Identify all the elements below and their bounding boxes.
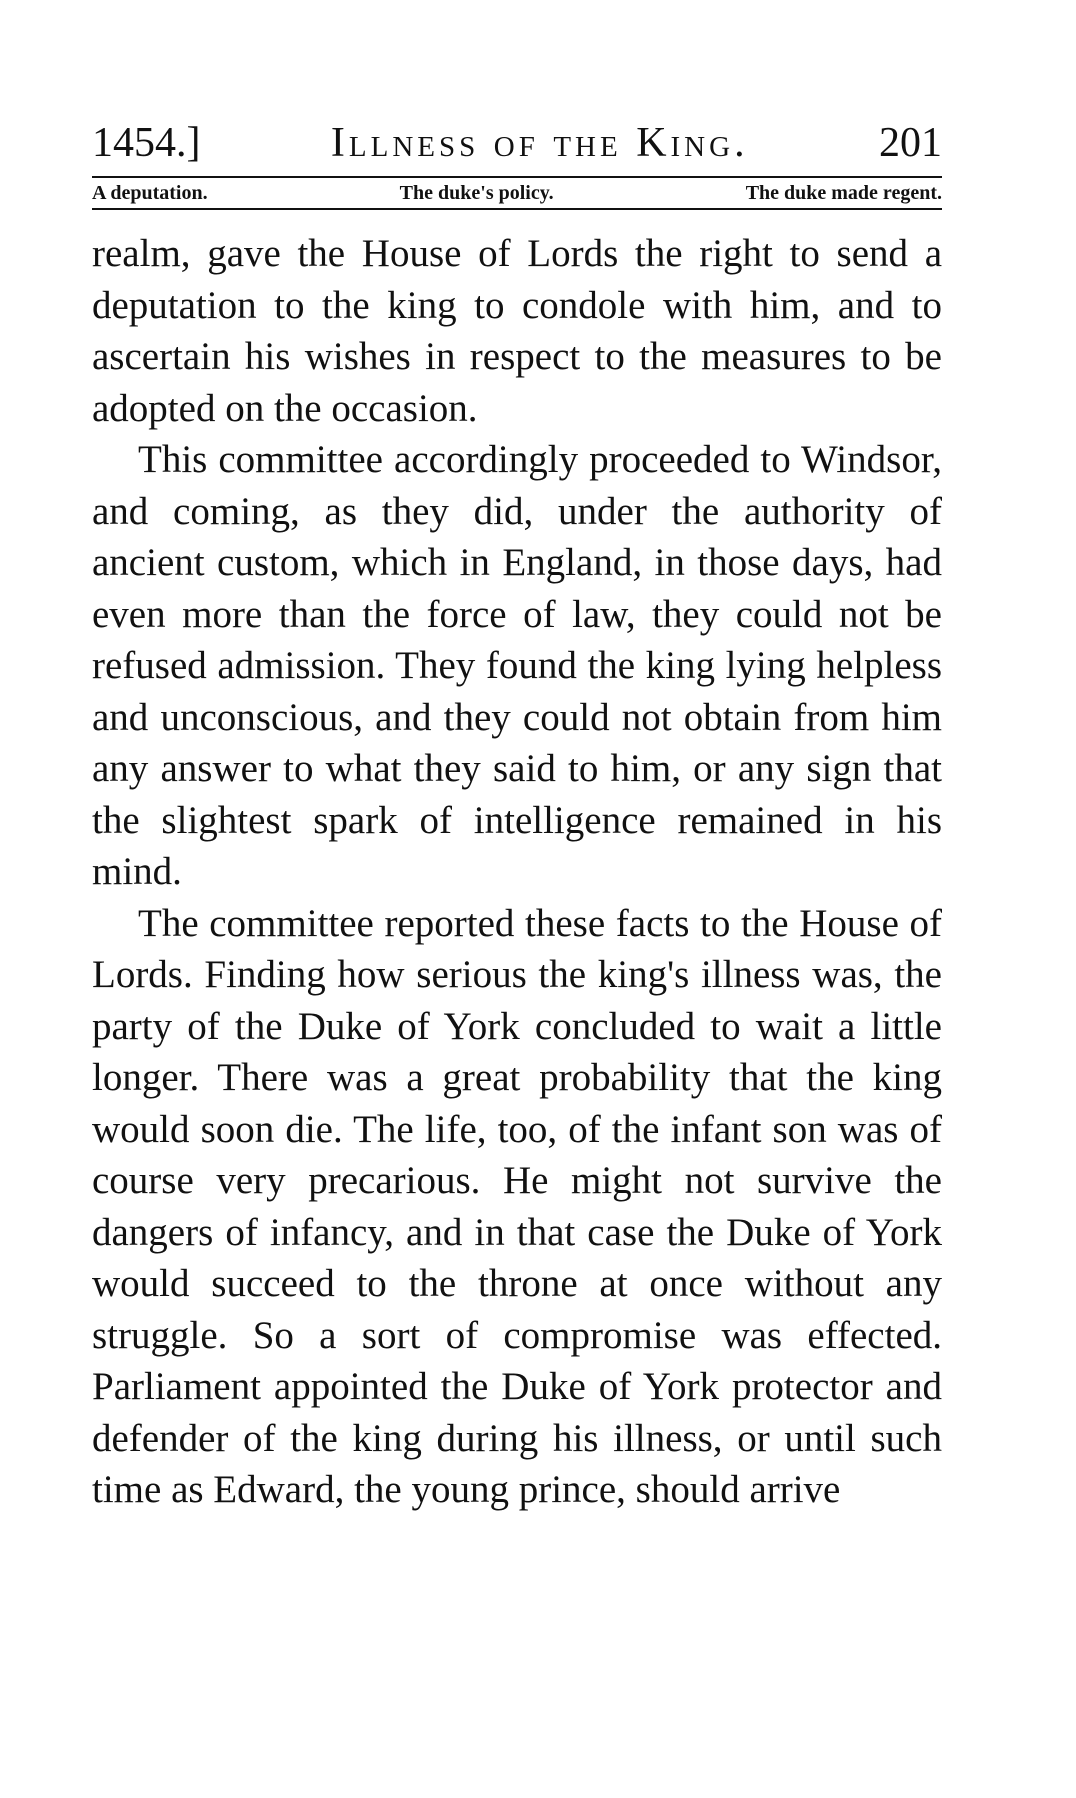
body-text [92,228,942,1516]
header-year: 1454.] [92,120,201,166]
marginal-note: A deputation. [92,182,208,205]
paragraph: realm, gave the House of Lords the right to send a deputation to the king to condole with him, and to ascertain his wishes in respect to the measures to be adopted on the occasion. [92,232,942,430]
notes-rule [92,208,942,210]
running-title: Illness of the King. [330,120,749,166]
marginal-note: The duke made regent. [745,182,942,205]
book-page [92,120,942,1516]
running-head [92,120,942,166]
paragraph: This committee accordingly proceeded to Windsor, and coming, as they did, under the authority of ancient custom, which in England, in those days, had even more than the force of law, they could not be refused admission. They found the king lying helpless and unconscious, and they could not obtain from him any answer to what they said to him, or any sign that the slightest spark of intelligence remained in his mind. [92,438,942,894]
marginal-note: The duke's policy. [399,182,554,205]
page-number: 201 [879,120,942,166]
marginal-notes [92,178,942,204]
paragraph: The committee reported these facts to the House of Lords. Finding how serious the king's illness was, the party of the Duke of York concluded to wait a little longer. There was a great probability that the king would soon die. The life, too, of the infant son was of course very precarious. He might not survive the dangers of infancy, and in that case the Duke of York would succeed to the throne at once without any struggle. So a sort of compromise was effected. Parliament appointed the Duke of York protector and defender of the king during his illness, or until such time as Edward, the young prince, should arrive [92,901,942,1512]
